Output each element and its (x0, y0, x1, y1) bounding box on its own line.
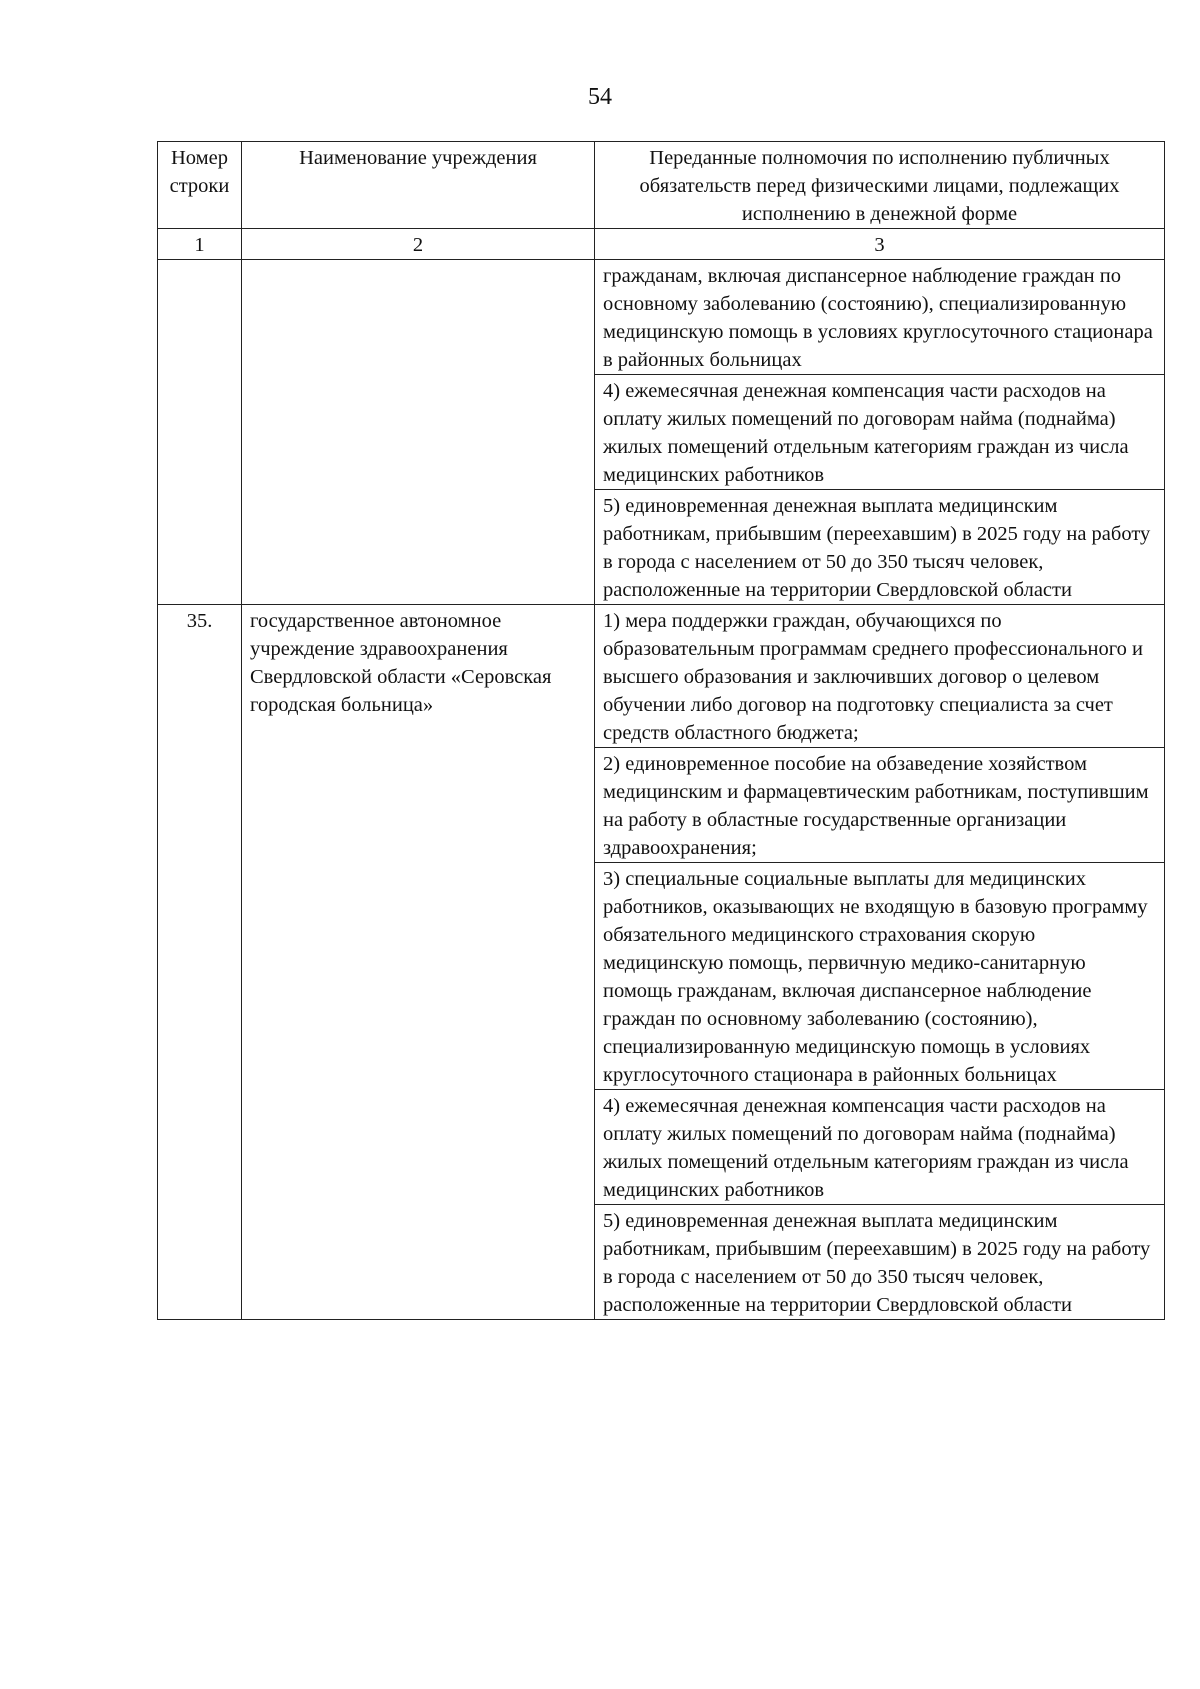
row35-item-5: 5) единовременная денежная выплата медицинским работникам, прибывшим (переехавшим) в 2025 году на работу в города с населением от 50 до 350 тысяч человек, расположенные на территории Свердловской области (595, 1205, 1165, 1320)
column-numbers-row (158, 229, 1165, 260)
table-row (158, 605, 1165, 748)
row35-institution: государственное автономное учреждение здравоохранения Свердловской области «Серовская городская больница» (242, 605, 595, 1320)
powers-table (157, 141, 1165, 1320)
row35-number: 35. (158, 605, 242, 1320)
row34-institution-cell (242, 260, 595, 605)
row34-item-5: 5) единовременная денежная выплата медицинским работникам, прибывшим (переехавшим) в 2025 году на работу в города с населением от 50 до 350 тысяч человек, расположенные на территории Свердловской области (595, 490, 1165, 605)
header-institution-name: Наименование учреждения (242, 142, 595, 229)
page-number: 54 (588, 84, 612, 110)
row35-item-3: 3) специальные социальные выплаты для медицинских работников, оказывающих не входящую в базовую программу обязательного медицинского страхования скорую медицинскую помощь, первичную медико-санитарную помощь гражданам, включая диспансерное наблюдение граждан по основному заболеванию (состоянию), специализированную медицинскую помощь в условиях круглосуточного стационара в районных больницах (595, 863, 1165, 1090)
table-row (158, 260, 1165, 375)
column-number-2: 2 (242, 229, 595, 260)
row35-item-2: 2) единовременное пособие на обзаведение хозяйством медицинским и фармацевтическим работникам, поступившим на работу в областные государственные организации здравоохранения; (595, 748, 1165, 863)
header-transferred-powers: Переданные полномочия по исполнению публичных обязательств перед физическими лицами, подлежащих исполнению в денежной форме (595, 142, 1165, 229)
row34-number-cell (158, 260, 242, 605)
row34-item-4: 4) ежемесячная денежная компенсация части расходов на оплату жилых помещений по договорам найма (поднайма) жилых помещений отдельным категориям граждан из числа медицинских работников (595, 375, 1165, 490)
column-number-3: 3 (595, 229, 1165, 260)
row35-item-1: 1) мера поддержки граждан, обучающихся по образовательным программам среднего профессионального и высшего образования и заключивших договор о целевом обучении либо договор на подготовку специалиста за счет средств областного бюджета; (595, 605, 1165, 748)
header-row-number: Номер строки (158, 142, 242, 229)
table-header-row (158, 142, 1165, 229)
row34-item-3-continued: гражданам, включая диспансерное наблюдение граждан по основному заболеванию (состоянию), специализированную медицинскую помощь в условиях круглосуточного стационара в районных больницах (595, 260, 1165, 375)
row35-item-4: 4) ежемесячная денежная компенсация части расходов на оплату жилых помещений по договорам найма (поднайма) жилых помещений отдельным категориям граждан из числа медицинских работников (595, 1090, 1165, 1205)
column-number-1: 1 (158, 229, 242, 260)
